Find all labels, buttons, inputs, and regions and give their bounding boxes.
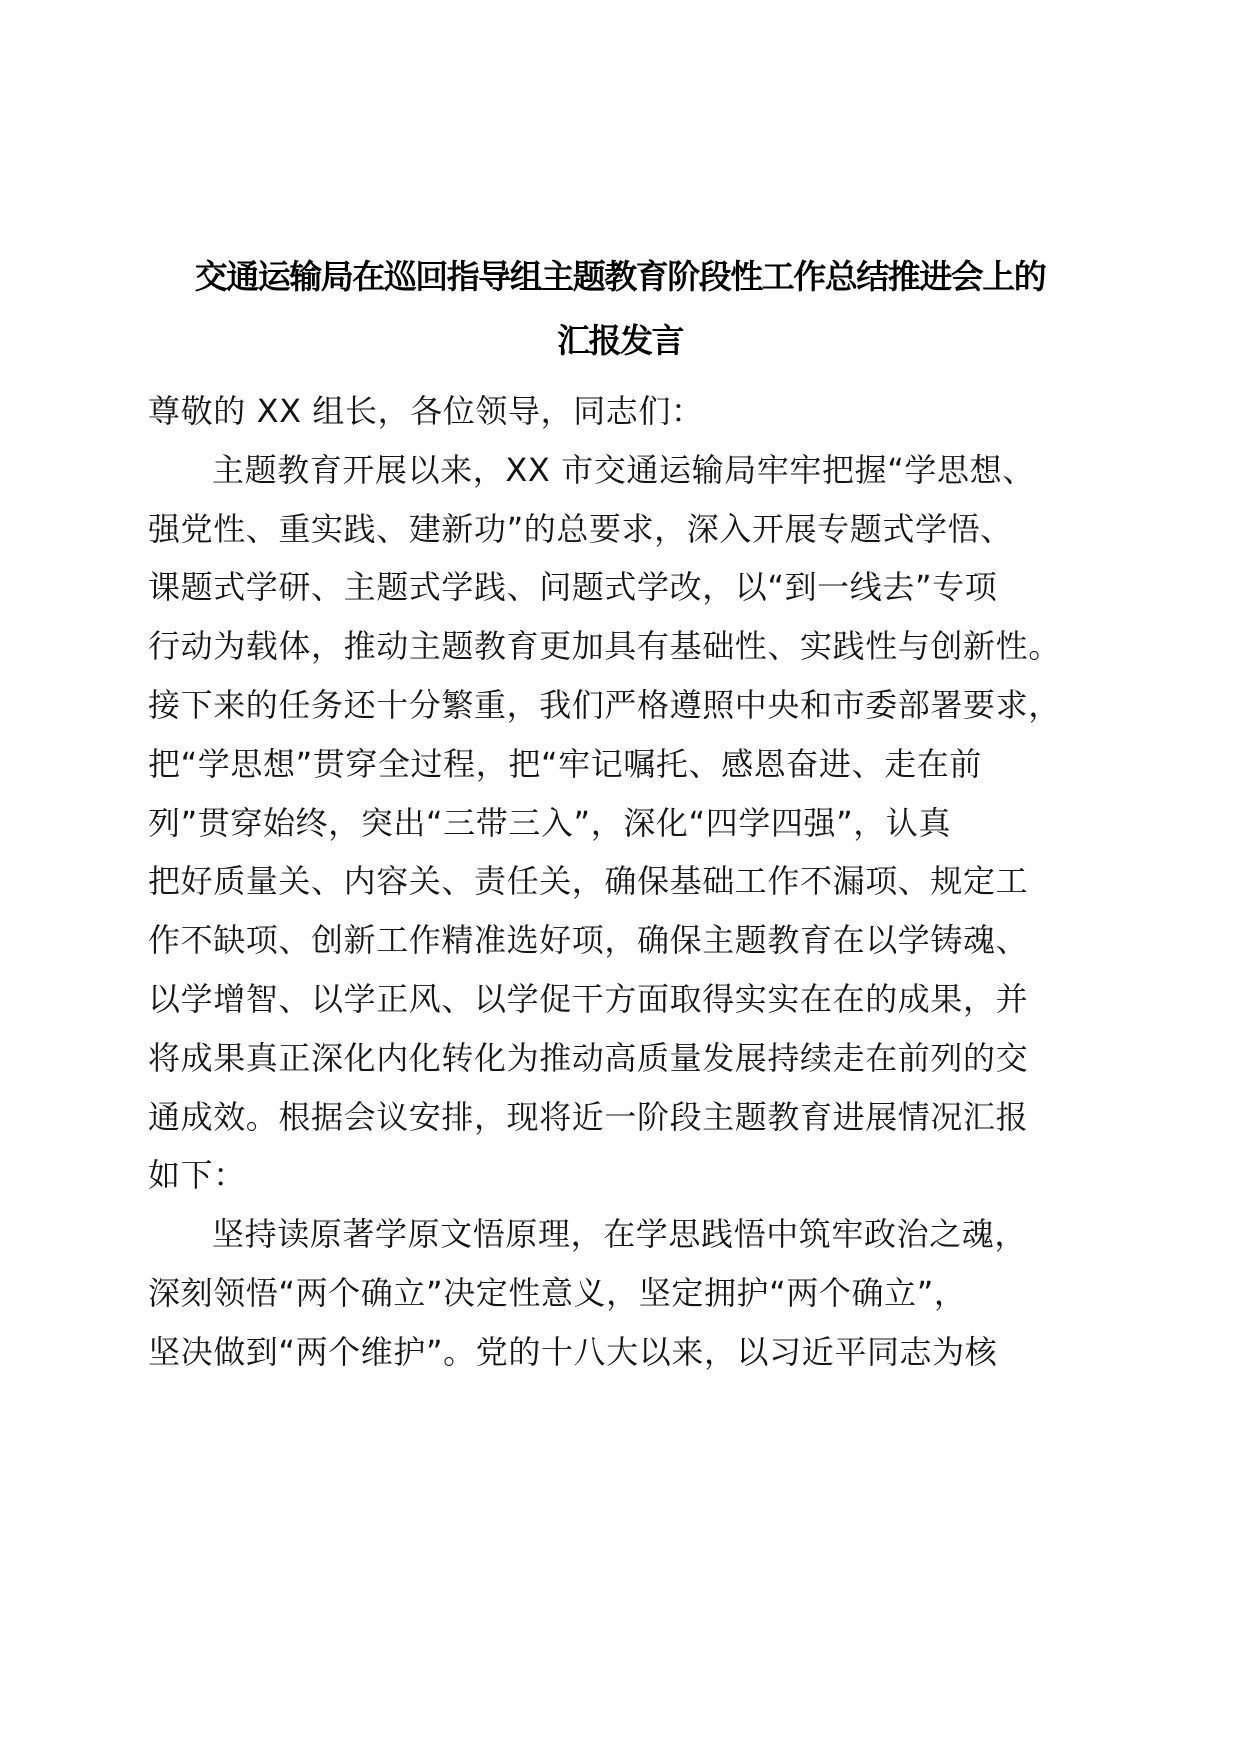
paragraph-line: 坚决做到“两个维护”。党的十八大以来，以习近平同志为核	[148, 1332, 998, 1371]
paragraph-line: 作不缺项、创新工作精准选好项，确保主题教育在以学铸魂、	[148, 921, 1029, 960]
paragraph-line: 课题式学研、主题式学践、问题式学改，以“到一线去”专项	[148, 568, 998, 607]
paragraph-line: 列”贯穿始终，突出“三带三入”，深化“四学四强”，认真	[148, 803, 952, 842]
salutation: 尊敬的 XX 组长，各位领导，同志们：	[148, 392, 704, 430]
paragraph-line: 行动为载体，推动主题教育更加具有基础性、实践性与创新性。	[148, 627, 1061, 666]
paragraph-line: 通成效。根据会议安排，现将近一阶段主题教育进展情况汇报	[148, 1097, 1029, 1136]
paragraph-line: 如下：	[148, 1156, 246, 1195]
title-line-1: 交通运输局在巡回指导组主题教育阶段性工作总结推进会上的	[194, 257, 1046, 296]
paragraph-line: 把好质量关、内容关、责任关，确保基础工作不漏项、规定工	[148, 862, 1029, 901]
document-title	[140, 245, 1100, 373]
paragraph-line: 深刻领悟“两个确立”决定性意义，坚定拥护“两个确立”，	[148, 1273, 967, 1312]
document-body	[148, 382, 1108, 1382]
paragraph-line: 坚持读原著学原文悟原理，在学思践悟中筑牢政治之魂，	[212, 1215, 1028, 1254]
paragraph-line: 主题教育开展以来，XX 市交通运输局牢牢把握“学思想、	[212, 450, 1035, 489]
paragraph-line: 接下来的任务还十分繁重，我们严格遵照中央和市委部署要求，	[148, 685, 1061, 724]
paragraph-line: 将成果真正深化内化转化为推动高质量发展持续走在前列的交	[148, 1038, 1029, 1077]
title-line-2: 汇报发言	[557, 321, 683, 360]
paragraph-line: 把“学思想”贯穿全过程，把“牢记嘱托、感恩奋进、走在前	[148, 744, 982, 783]
paragraph-line: 以学增智、以学正风、以学促干方面取得实实在在的成果，并	[148, 979, 1029, 1018]
paragraph-1	[148, 441, 1108, 1205]
paragraph-2	[148, 1205, 1108, 1381]
paragraph-line: 强党性、重实践、建新功”的总要求，深入开展专题式学悟、	[148, 509, 1013, 548]
